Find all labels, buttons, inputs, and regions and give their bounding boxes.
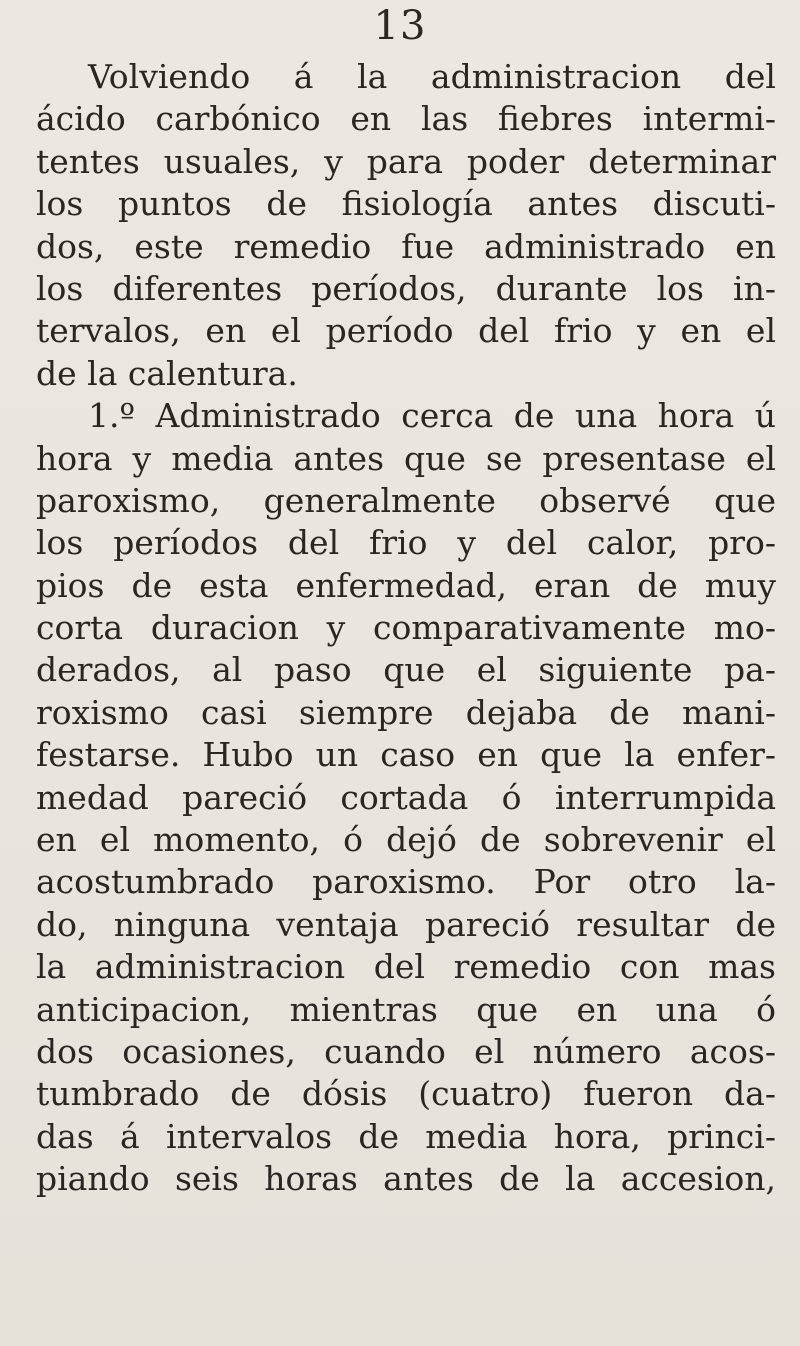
text-line: los puntos de fisiología antes discuti-: [36, 184, 776, 224]
text-line: derados, al paso que el siguiente pa-: [36, 650, 776, 690]
text-line: acostumbrado paroxismo. Por otro la-: [36, 862, 776, 902]
text-line: corta duracion y comparativamente mo-: [36, 608, 776, 648]
text-line: los diferentes períodos, durante los in-: [36, 268, 776, 308]
text-line: Volviendo á la administracion del: [88, 57, 776, 96]
text-line: piando seis horas antes de la accesion,: [36, 1159, 776, 1199]
body-text: [36, 56, 776, 1201]
text-line: tentes usuales, y para poder determinar: [36, 141, 776, 181]
text-line: en el momento, ó dejó de sobrevenir el: [36, 820, 776, 860]
text-line: hora y media antes que se presentase el: [36, 438, 776, 478]
text-line: tumbrado de dósis (cuatro) fueron da-: [36, 1074, 776, 1114]
text-line: la administracion del remedio con mas: [36, 947, 776, 987]
text-line: roxismo casi siempre dejaba de mani-: [36, 692, 776, 732]
text-line: 1.º Administrado cerca de una hora ú: [88, 396, 776, 436]
text-line: anticipacion, mientras que en una ó: [36, 989, 776, 1029]
text-line: ácido carbónico en las fiebres intermi-: [36, 99, 776, 139]
text-line: pios de esta enfermedad, eran de muy: [36, 565, 776, 605]
page-number: 13: [373, 3, 427, 49]
text-line: de la calentura.: [36, 353, 298, 393]
text-line: dos, este remedio fue administrado en: [36, 226, 776, 266]
text-line: tervalos, en el período del frio y en el: [36, 311, 776, 351]
text-line: dos ocasiones, cuando el número acos-: [36, 1031, 776, 1071]
text-line: festarse. Hubo un caso en que la enfer-: [36, 735, 776, 775]
text-line: los períodos del frio y del calor, pro-: [36, 523, 776, 563]
text-line: paroxismo, generalmente observé que: [36, 480, 776, 520]
text-line: medad pareció cortada ó interrumpida: [36, 777, 776, 817]
text-line: do, ninguna ventaja pareció resultar de: [36, 904, 776, 944]
text-line: das á intervalos de media hora, princi-: [36, 1116, 776, 1156]
